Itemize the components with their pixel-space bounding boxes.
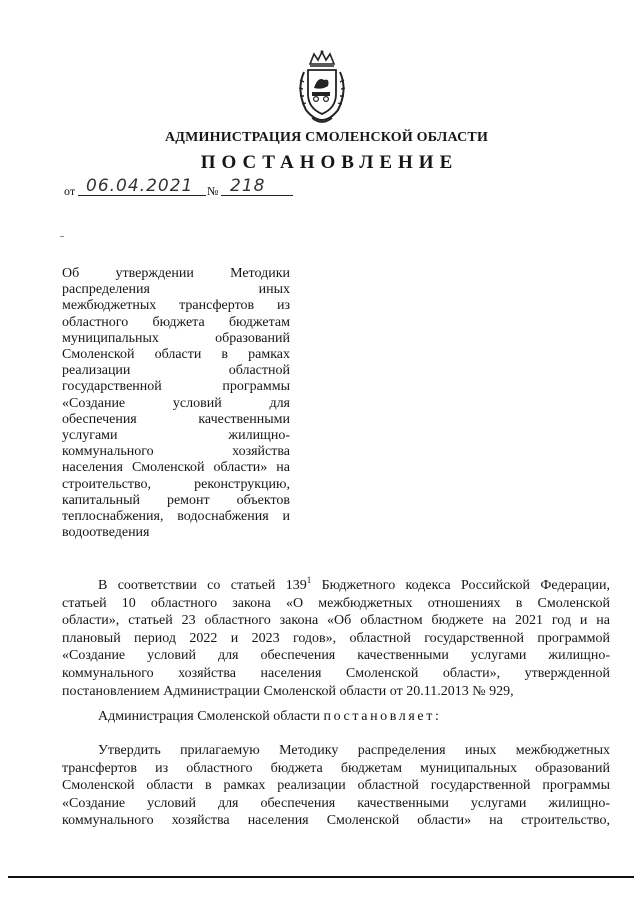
preamble-line: «Создание условий для обеспечения качественными услугами жилищно- [62, 648, 610, 664]
preamble-paragraph [62, 572, 610, 700]
subject-line: реализации областной [62, 363, 290, 379]
subject-block [62, 266, 290, 541]
preamble-text-part: В соответствии со статьей 139 [98, 578, 307, 593]
scan-mark [60, 236, 64, 237]
preamble-line [62, 572, 610, 595]
subject-line: межбюджетных трансфертов из [62, 298, 290, 314]
subject-line: государственной программы [62, 379, 290, 395]
subject-line: «Создание условий для [62, 395, 290, 411]
article-superscript: 1 [306, 575, 312, 585]
preamble-line: статьей 10 областного закона «О межбюджетных отношениях в Смоленской [62, 595, 610, 611]
decision-line: коммунального хозяйства населения Смоленской области» на строительство, [62, 813, 610, 829]
preamble-line: коммунального хозяйства населения Смоленской области», утвержденной [62, 665, 610, 681]
decision-line: Утвердить прилагаемую Методику распределения иных межбюджетных [98, 743, 610, 758]
subject-line: теплоснабжения, водоснабжения и [62, 509, 290, 525]
resolution-keyword: постановляет: [323, 709, 442, 724]
subject-line: водоотведения [62, 525, 150, 541]
subject-line: распределения иных [62, 282, 290, 298]
subject-line: обеспечения качественными [62, 411, 290, 427]
subject-line: строительство, реконструкцию, [62, 476, 290, 492]
subject-line: Об утверждении Методики [62, 266, 290, 281]
resolution-line [62, 708, 610, 726]
resolution-paragraph [62, 708, 610, 726]
decision-line: «Создание условий для обеспечения качественными услугами жилищно- [62, 795, 610, 811]
decision-line: трансфертов из областного бюджета бюджетам муниципальных образований [62, 760, 610, 776]
subject-line: коммунального хозяйства [62, 444, 290, 460]
subject-line: услугами жилищно- [62, 428, 290, 444]
decision-paragraph [62, 742, 610, 830]
number-value: 218 [230, 176, 266, 196]
number-prefix: № [207, 184, 219, 198]
date-prefix: от [64, 184, 76, 198]
preamble-line: области», статьей 23 областного закона «Об областном бюджете на 2021 год и на [62, 613, 610, 629]
subject-line: населения Смоленской области» на [62, 460, 290, 476]
subject-line: капитальный ремонт объектов [62, 492, 290, 508]
resolution-text: Администрация Смоленской области [98, 709, 321, 724]
date-value: 06.04.2021 [86, 176, 194, 196]
document-type-title: ПОСТАНОВЛЕНИЕ [200, 152, 459, 173]
subject-line: муниципальных образований [62, 330, 290, 346]
organization-name: АДМИНИСТРАЦИЯ СМОЛЕНСКОЙ ОБЛАСТИ [164, 130, 489, 145]
preamble-line: постановлением Администрации Смоленской области от 20.11.2013 № 929, [62, 683, 514, 699]
scan-bottom-edge [8, 876, 634, 878]
subject-line: Смоленской области в рамках [62, 347, 290, 363]
subject-line: областного бюджета бюджетам [62, 314, 290, 330]
coat-of-arms-emblem [290, 50, 354, 126]
preamble-line: плановый период 2022 и 2023 годов», областной государственной программой [62, 630, 610, 646]
preamble-text-part: Бюджетного кодекса Российской Федерации, [311, 578, 610, 593]
decision-line: Смоленской области в рамках реализации областной государственной программы [62, 778, 610, 794]
